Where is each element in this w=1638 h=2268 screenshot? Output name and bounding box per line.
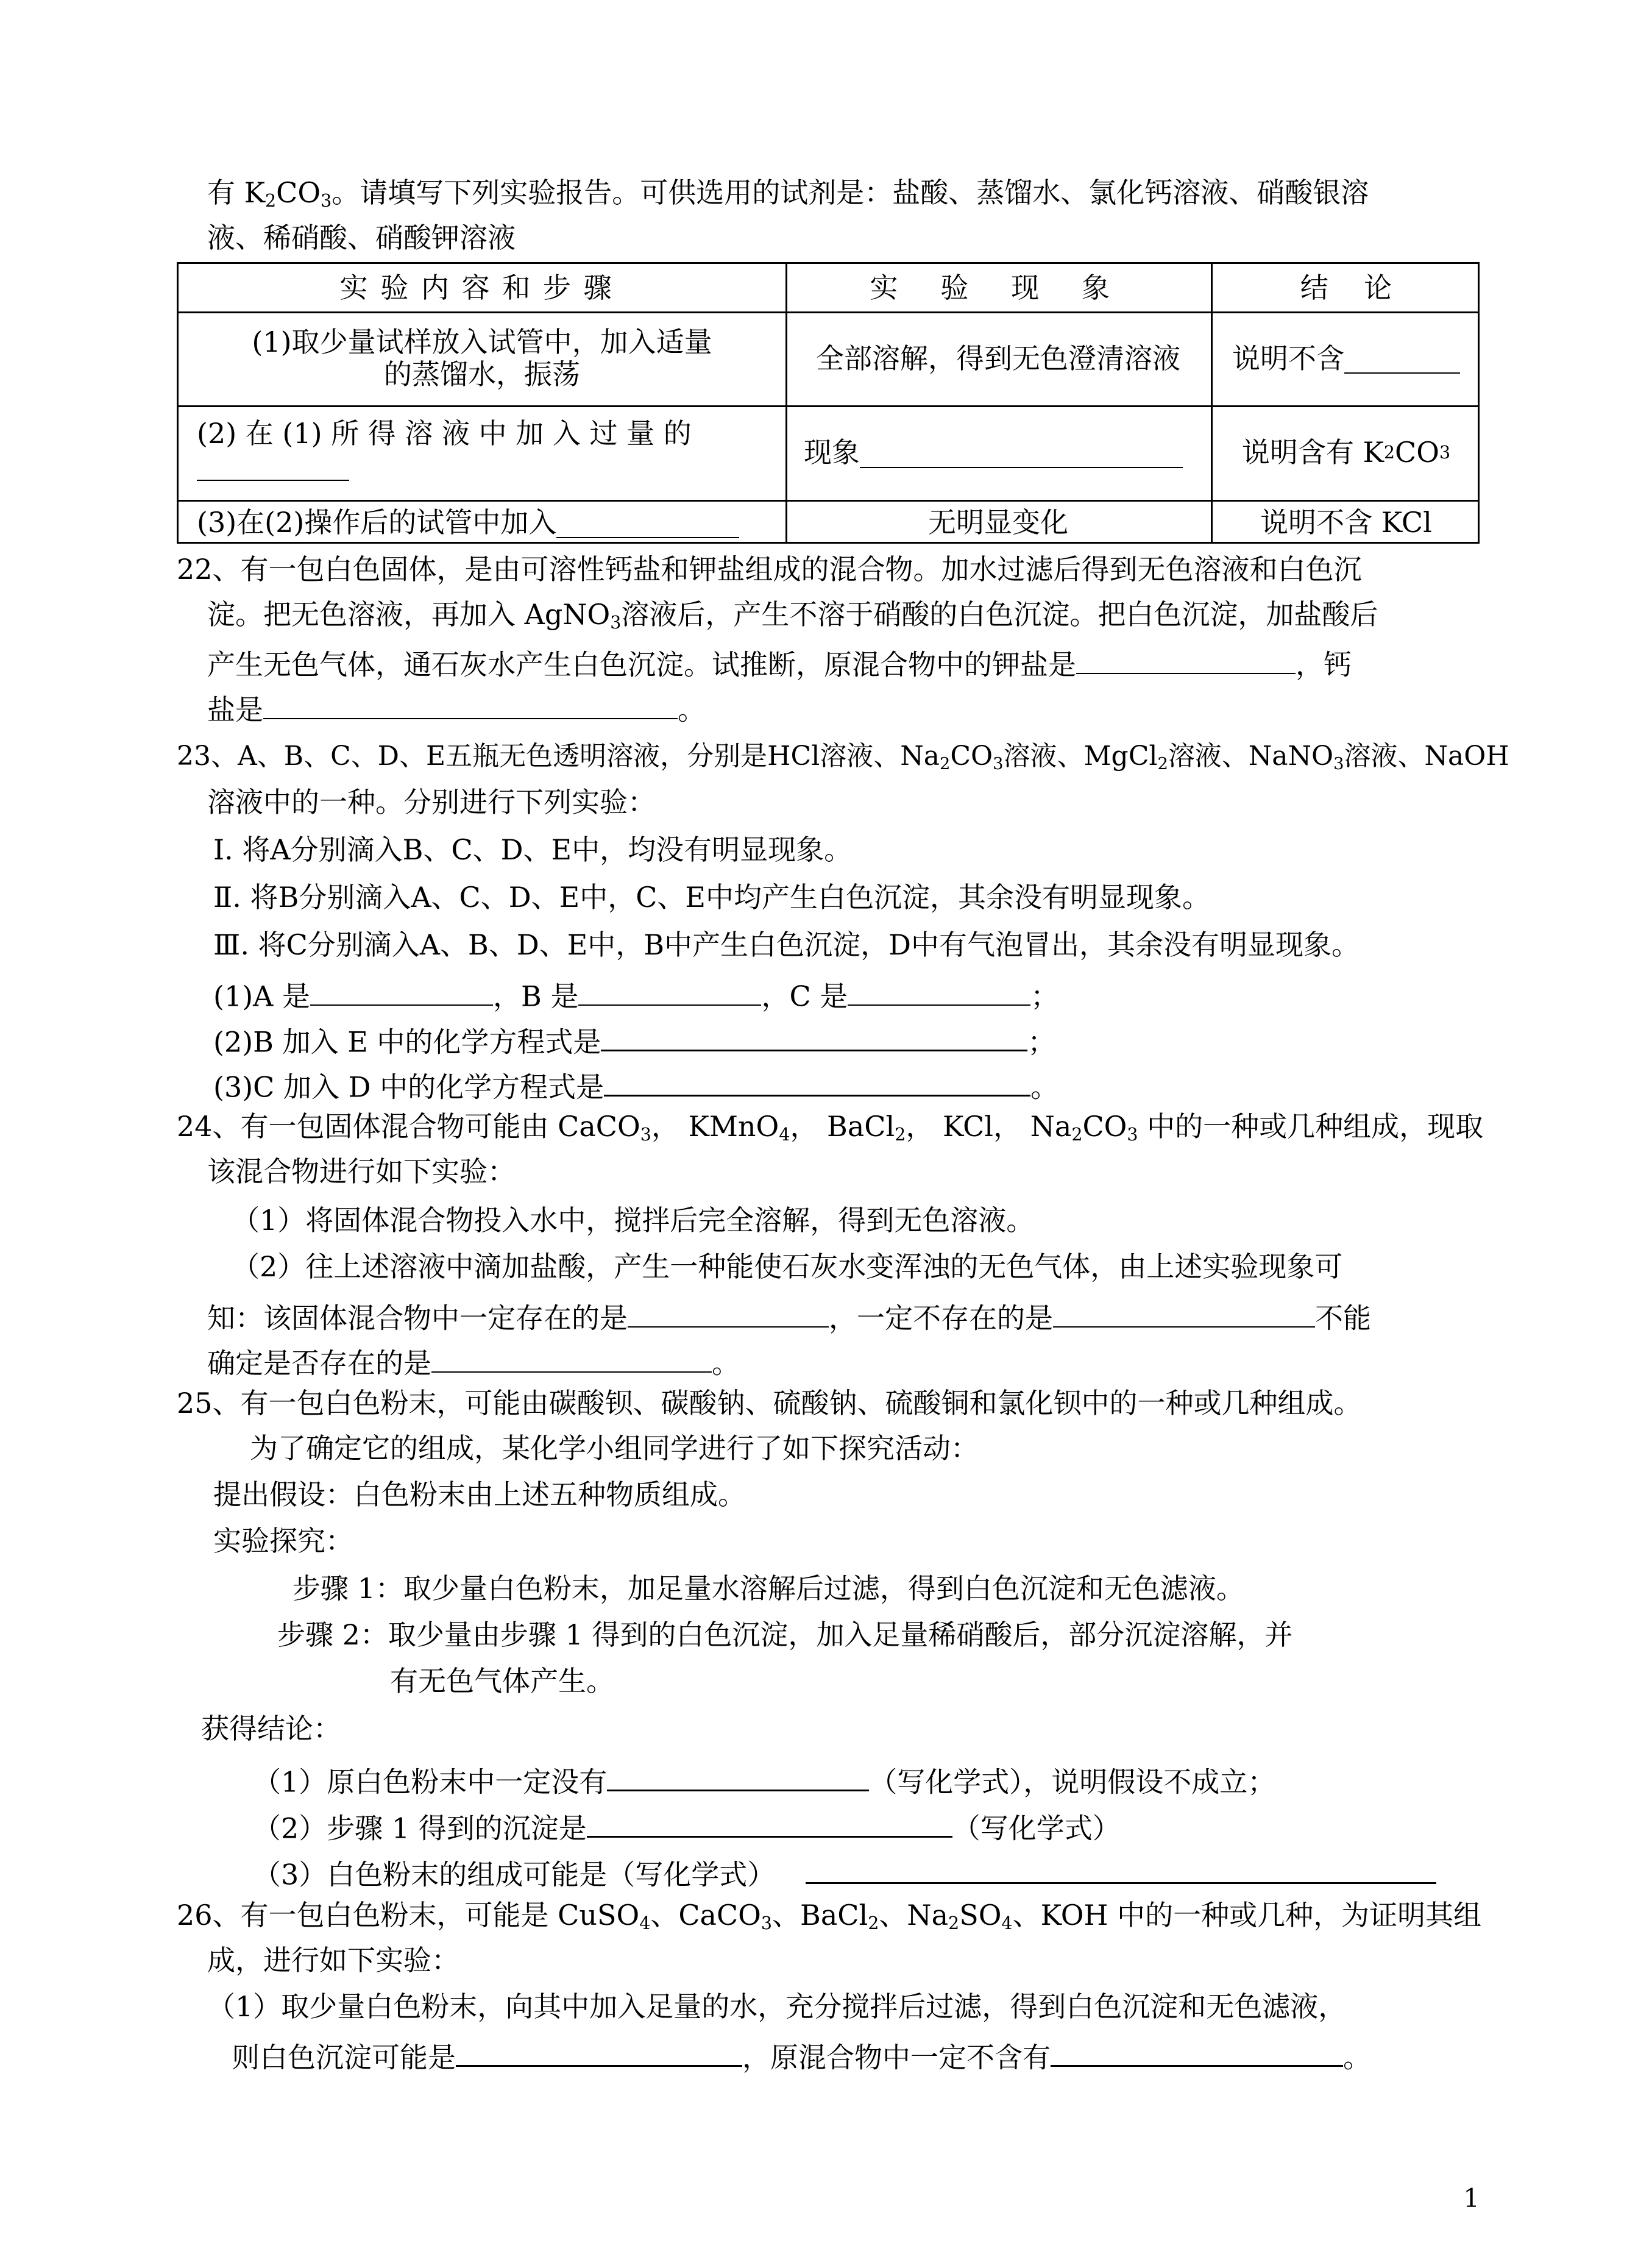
answer-blank[interactable] <box>197 450 349 480</box>
intro-line-2: 液、稀硝酸、硝酸钾溶液 <box>207 221 516 254</box>
q25-line-8: 获得结论： <box>201 1712 341 1745</box>
q23-line-8: (3)C 加入 D 中的化学方程式是 。 <box>213 1065 1058 1103</box>
answer-blank[interactable] <box>860 437 1183 467</box>
table-row-3-steps: (3)在(2)操作后的试管中加入 <box>179 500 785 546</box>
q23-line-4: Ⅱ. 将B分别滴入A、C、D、E中，C、E中均产生白色沉淀，其余没有明显现象。 <box>213 881 1210 914</box>
answer-blank[interactable] <box>310 975 493 1006</box>
q25-line-7: 有无色气体产生。 <box>390 1665 614 1697</box>
q22-line-3: 产生无色气体，通石灰水产生白色沉淀。试推断，原混合物中的钾盐是 ，钙 <box>207 644 1352 681</box>
q25-line-3: 提出假设：白色粉末由上述五种物质组成。 <box>213 1478 746 1511</box>
table-row-3-conclusion: 说明不含 KCl <box>1260 506 1432 539</box>
answer-blank[interactable] <box>848 975 1030 1006</box>
table-header-conclusion: 结 论 <box>1300 271 1392 304</box>
q25-line-2: 为了确定它的组成，某化学小组同学进行了如下探究活动： <box>250 1432 979 1465</box>
q25-line-9: （1）原白色粉末中一定没有 （写化学式），说明假设不成立； <box>253 1760 1275 1798</box>
page-number: 1 <box>1463 2183 1480 2213</box>
answer-blank[interactable] <box>1053 1297 1315 1328</box>
answer-blank[interactable] <box>587 1807 952 1838</box>
q23-line-7: (2)B 加入 E 中的化学方程式是 ； <box>213 1020 1055 1058</box>
table-header-phenomenon: 实 验 现 象 <box>870 271 1127 304</box>
answer-blank[interactable] <box>578 975 761 1006</box>
q23-line-2: 溶液中的一种。分别进行下列实验： <box>207 786 656 819</box>
q23-line-3: Ⅰ. 将A分别滴入B、C、D、E中，均没有明显现象。 <box>213 833 853 866</box>
q22-line-1: 22、有一包白色固体，是由可溶性钙盐和钾盐组成的混合物。加水过滤后得到无色溶液和白色沉 <box>177 553 1362 586</box>
answer-blank[interactable] <box>456 2036 742 2067</box>
table-header-steps: 实验内容和步骤 <box>339 271 625 304</box>
q26-line-1: 26、有一包白色粉末，可能是 CuSO$_4$、CaCO$_3$、BaCl$_2$、$Na_2SO_4$、KOH 中的一种或几种，为证明其组 <box>177 1899 1482 1934</box>
q25-line-4: 实验探究： <box>213 1524 353 1557</box>
table-row-2-phenomenon: 现象 <box>785 405 1211 500</box>
q24-line-2: 该混合物进行如下实验： <box>207 1155 516 1188</box>
answer-blank[interactable] <box>263 689 678 719</box>
answer-blank[interactable] <box>1344 343 1460 374</box>
table-row-1-phenomenon: 全部溶解，得到无色澄清溶液 <box>816 341 1180 375</box>
answer-blank[interactable] <box>607 1760 869 1791</box>
q25-line-10: （2）步骤 1 得到的沉淀是 （写化学式） <box>253 1807 1121 1844</box>
answer-blank[interactable] <box>806 1853 1436 1884</box>
q26-line-4: 则白色沉淀可能是 ，原混合物中一定不含有 。 <box>232 2036 1371 2074</box>
table-row-3-phenomenon: 无明显变化 <box>928 506 1068 539</box>
q23-line-1: 23、A、B、C、D、E五瓶无色透明溶液，分别是HCl溶液、$Na_2CO_3$溶液、MgCl$_2$溶液、NaNO$_3$溶液、NaOH <box>177 741 1509 773</box>
q24-line-1: 24、有一包固体混合物可能由 CaCO$_3$， KMnO$_4$， BaCl$_2$， KCl， $Na_2CO_3$ 中的一种或几种组成，现取 <box>177 1110 1484 1145</box>
q24-line-3: （1）将固体混合物投入水中，搅拌后完全溶解，得到无色溶液。 <box>232 1204 1035 1237</box>
q26-line-3: （1）取少量白色粉末，向其中加入足量的水，充分搅拌后过滤，得到白色沉淀和无色滤液， <box>207 1990 1347 2023</box>
q25-line-11: （3）白色粉末的组成可能是（写化学式） <box>253 1853 1436 1891</box>
table-row-2-conclusion: 说明含有 K 2 CO 3 <box>1241 436 1451 469</box>
q23-line-5: Ⅲ. 将C分别滴入A、B、D、E中，B中产生白色沉淀，D中有气泡冒出，其余没有明显现象。 <box>213 928 1360 961</box>
answer-blank[interactable] <box>604 1065 1030 1097</box>
q24-line-6: 确定是否存在的是 。 <box>207 1342 740 1379</box>
q22-line-2: 淀。把无色溶液，再加入 AgNO$_3$溶液后，产生不溶于硝酸的白色沉淀。把白色沉淀，加盐酸后 <box>207 598 1378 633</box>
answer-blank[interactable] <box>628 1297 829 1328</box>
table-row-1-conclusion: 说明不含 <box>1211 311 1481 405</box>
q25-line-5: 步骤 1：取少量白色粉末，加足量水溶解后过滤，得到白色沉淀和无色滤液。 <box>292 1572 1244 1605</box>
answer-blank[interactable] <box>1051 2036 1343 2067</box>
intro-line-1: 有 $K_2CO_3$。请填写下列实验报告。可供选用的试剂是：盐酸、蒸馏水、氯化钙溶液、硝酸银溶 <box>207 176 1369 212</box>
table-row-2-steps: (2) 在 (1) 所 得 溶 液 中 加 入 过 量 的 <box>179 405 785 500</box>
answer-blank[interactable] <box>1076 644 1296 674</box>
experiment-report-table <box>177 262 1480 544</box>
q24-line-5: 知：该固体混合物中一定存在的是 ，一定不存在的是 不能 <box>207 1297 1371 1334</box>
q25-line-1: 25、有一包白色粉末，可能由碳酸钡、碳酸钠、硫酸钠、硫酸铜和氯化钡中的一种或几种组成。 <box>177 1387 1362 1420</box>
answer-blank[interactable] <box>431 1342 712 1373</box>
answer-blank[interactable] <box>601 1020 1027 1051</box>
q22-line-4: 盐是 。 <box>207 689 706 726</box>
answer-blank[interactable] <box>556 507 739 538</box>
q25-line-6: 步骤 2：取少量由步骤 1 得到的白色沉淀，加入足量稀硝酸后，部分沉淀溶解，并 <box>277 1618 1293 1651</box>
q26-line-2: 成，进行如下实验： <box>207 1944 459 1977</box>
q23-line-6: (1)A 是 ，B 是 ，C 是 ； <box>213 975 1058 1012</box>
table-row-1-steps: (1)取少量试样放入试管中，加入适量 的蒸馏水，振荡 <box>252 325 712 391</box>
q24-line-4: （2）往上述溶液中滴加盐酸，产生一种能使石灰水变浑浊的无色气体，由上述实验现象可 <box>232 1250 1343 1283</box>
